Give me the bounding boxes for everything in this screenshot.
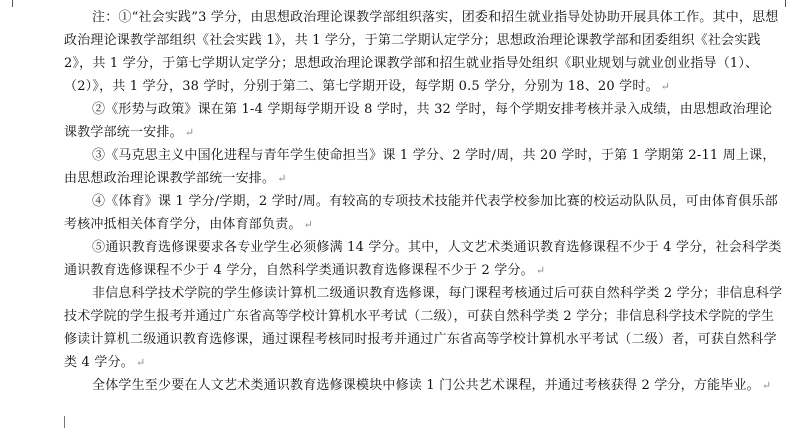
note-text-2: ②《形势与政策》课在第 1-4 学期每学期开设 8 学时，共 32 学时，每个学期安排考核并录入成绩，由思想政治理论课教学部统一安排。 — [64, 102, 773, 140]
paragraph-mark-icon: ↵ — [135, 356, 146, 369]
paragraph-mark-icon: ↵ — [277, 172, 287, 185]
note-paragraph-2 — [64, 98, 784, 144]
paragraph-mark-icon: ↵ — [761, 379, 772, 392]
note-paragraph-4 — [64, 190, 784, 236]
note-paragraph-7 — [64, 374, 784, 397]
text-cursor — [64, 416, 65, 428]
note-text-1: 注：①“社会实践”3 学分，由思想政治理论课教学部组织落实，团委和招生就业指导处协助开展具体工作。其中，思想政治理论课教学部组织《社会实践 1》，共 1 学分，于第二学期认定学分；思想政治理论课教学部和团委组织《社会实践 2》，共 1 学分，于第七学期认定学分；思想政治理论课教学部和招生就业指导处组织《职业规划与就业创业指导（1）、（2）》，共 1 学分，38 学时，分别于第二、第七学期开设，每学期 0.5 学分，分别为 18、20 学时。 — [64, 10, 779, 94]
page-border-left — [12, 0, 13, 7]
note-paragraph-3 — [64, 144, 784, 190]
note-paragraph-1 — [64, 6, 784, 98]
document-body — [64, 6, 784, 397]
paragraph-mark-icon: ↵ — [303, 218, 314, 231]
page-border-right — [785, 0, 786, 7]
note-text-7: 全体学生至少要在人文艺术类通识教育选修课模块中修读 1 门公共艺术课程，并通过考核获得 2 学分，方能毕业。 — [92, 378, 760, 393]
note-paragraph-6 — [64, 282, 784, 374]
note-paragraph-5 — [64, 236, 784, 282]
note-text-4: ④《体育》课 1 学分/学期，2 学时/周。有较高的专项技术技能并代表学校参加比赛的校运动队队员，可由体育俱乐部考核冲抵相关体育学分，由体育部负责。 — [64, 194, 778, 232]
paragraph-mark-icon: ↵ — [184, 126, 195, 139]
note-text-6: 非信息科学技术学院的学生修读计算机二级通识教育选修课，每门课程考核通过后可获自然科学类 2 学分；非信息科学技术学院的学生报考并通过广东省高等学校计算机水平考试（二级），可获自然科学类 2 学分；非信息科学技术学院的学生修读计算机二级通识教育选修课，通过课程考核同时报考并通过广东省高等学校计算机水平考试（二级）者，可获自然科学类 4 学分。 — [64, 286, 783, 370]
note-text-5: ⑤通识教育选修课要求各专业学生必须修满 14 学分。其中，人文艺术类通识教育选修课程不少于 4 学分，社会科学类通识教育选修课程不少于 4 学分，自然科学类通识教育选修课程不少于 2 学分。 — [64, 240, 782, 278]
paragraph-mark-icon: ↵ — [660, 80, 671, 93]
paragraph-mark-icon: ↵ — [535, 264, 546, 277]
note-text-3: ③《马克思主义中国化进程与青年学生使命担当》课 1 学分、2 学时/周，共 20 学时，于第 1 学期第 2-11 周上课，由思想政治理论课教学部统一安排。 — [64, 148, 776, 186]
